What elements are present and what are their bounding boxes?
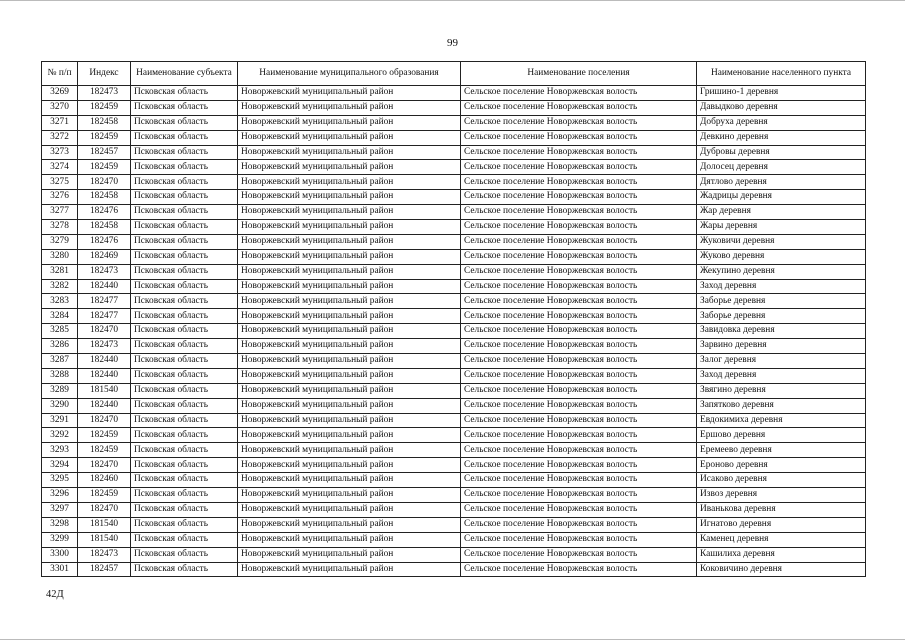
table-row bbox=[42, 428, 866, 443]
municipality-cell: Новоржевский муниципальный район bbox=[238, 279, 461, 294]
subject-cell: Псковская область bbox=[131, 324, 238, 339]
index-cell: 182473 bbox=[78, 264, 131, 279]
locality-cell: Коковичино деревня bbox=[697, 562, 866, 577]
index-cell: 181540 bbox=[78, 383, 131, 398]
index-cell: 182440 bbox=[78, 354, 131, 369]
subject-cell: Псковская область bbox=[131, 413, 238, 428]
subject-cell: Псковская область bbox=[131, 562, 238, 577]
index-cell: 182458 bbox=[78, 220, 131, 235]
index-cell: 182470 bbox=[78, 458, 131, 473]
settlement-cell: Сельское поселение Новоржевская волость bbox=[461, 130, 697, 145]
municipality-cell: Новоржевский муниципальный район bbox=[238, 532, 461, 547]
table-row bbox=[42, 339, 866, 354]
locality-cell: Долосец деревня bbox=[697, 160, 866, 175]
settlement-cell: Сельское поселение Новоржевская волость bbox=[461, 100, 697, 115]
table-row bbox=[42, 279, 866, 294]
header-row-number: № п/п bbox=[42, 62, 78, 86]
locality-cell: Жуковичи деревня bbox=[697, 234, 866, 249]
subject-cell: Псковская область bbox=[131, 517, 238, 532]
municipality-cell: Новоржевский муниципальный район bbox=[238, 160, 461, 175]
locality-cell: Добруха деревня bbox=[697, 115, 866, 130]
row-number-cell: 3281 bbox=[42, 264, 78, 279]
subject-cell: Псковская область bbox=[131, 220, 238, 235]
subject-cell: Псковская область bbox=[131, 547, 238, 562]
locality-cell: Гришино-1 деревня bbox=[697, 86, 866, 101]
locality-cell: Кашилиха деревня bbox=[697, 547, 866, 562]
table-row bbox=[42, 175, 866, 190]
row-number-cell: 3285 bbox=[42, 324, 78, 339]
table-row bbox=[42, 562, 866, 577]
subject-cell: Псковская область bbox=[131, 100, 238, 115]
row-number-cell: 3274 bbox=[42, 160, 78, 175]
index-cell: 182459 bbox=[78, 443, 131, 458]
settlement-cell: Сельское поселение Новоржевская волость bbox=[461, 398, 697, 413]
row-number-cell: 3277 bbox=[42, 205, 78, 220]
index-cell: 182476 bbox=[78, 234, 131, 249]
settlement-cell: Сельское поселение Новоржевская волость bbox=[461, 354, 697, 369]
subject-cell: Псковская область bbox=[131, 443, 238, 458]
municipality-cell: Новоржевский муниципальный район bbox=[238, 398, 461, 413]
settlement-cell: Сельское поселение Новоржевская волость bbox=[461, 175, 697, 190]
municipality-cell: Новоржевский муниципальный район bbox=[238, 562, 461, 577]
subject-cell: Псковская область bbox=[131, 294, 238, 309]
locality-cell: Каменец деревня bbox=[697, 532, 866, 547]
index-cell: 182457 bbox=[78, 145, 131, 160]
locality-cell: Жадрицы деревня bbox=[697, 190, 866, 205]
municipality-cell: Новоржевский муниципальный район bbox=[238, 547, 461, 562]
row-number-cell: 3288 bbox=[42, 368, 78, 383]
row-number-cell: 3279 bbox=[42, 234, 78, 249]
row-number-cell: 3272 bbox=[42, 130, 78, 145]
locality-cell: Евдокимиха деревня bbox=[697, 413, 866, 428]
index-cell: 182460 bbox=[78, 473, 131, 488]
table-row bbox=[42, 324, 866, 339]
page-top-edge bbox=[0, 0, 905, 1]
table-row bbox=[42, 502, 866, 517]
header-locality: Наименование населенного пункта bbox=[697, 62, 866, 86]
subject-cell: Псковская область bbox=[131, 160, 238, 175]
municipality-cell: Новоржевский муниципальный район bbox=[238, 175, 461, 190]
header-settlement: Наименование поселения bbox=[461, 62, 697, 86]
table-header-row bbox=[42, 62, 866, 86]
locality-cell: Иванькова деревня bbox=[697, 502, 866, 517]
subject-cell: Псковская область bbox=[131, 428, 238, 443]
subject-cell: Псковская область bbox=[131, 264, 238, 279]
subject-cell: Псковская область bbox=[131, 190, 238, 205]
locality-cell: Заход деревня bbox=[697, 368, 866, 383]
settlements-table bbox=[41, 61, 866, 577]
table-row bbox=[42, 115, 866, 130]
index-cell: 182458 bbox=[78, 190, 131, 205]
index-cell: 182440 bbox=[78, 398, 131, 413]
subject-cell: Псковская область bbox=[131, 175, 238, 190]
subject-cell: Псковская область bbox=[131, 368, 238, 383]
row-number-cell: 3270 bbox=[42, 100, 78, 115]
locality-cell: Давыдково деревня bbox=[697, 100, 866, 115]
municipality-cell: Новоржевский муниципальный район bbox=[238, 488, 461, 503]
municipality-cell: Новоржевский муниципальный район bbox=[238, 205, 461, 220]
table-row bbox=[42, 145, 866, 160]
row-number-cell: 3295 bbox=[42, 473, 78, 488]
subject-cell: Псковская область bbox=[131, 458, 238, 473]
index-cell: 182469 bbox=[78, 249, 131, 264]
municipality-cell: Новоржевский муниципальный район bbox=[238, 309, 461, 324]
table-row bbox=[42, 249, 866, 264]
table-row bbox=[42, 532, 866, 547]
header-index: Индекс bbox=[78, 62, 131, 86]
settlement-cell: Сельское поселение Новоржевская волость bbox=[461, 413, 697, 428]
row-number-cell: 3286 bbox=[42, 339, 78, 354]
subject-cell: Псковская область bbox=[131, 488, 238, 503]
row-number-cell: 3299 bbox=[42, 532, 78, 547]
table-row bbox=[42, 130, 866, 145]
municipality-cell: Новоржевский муниципальный район bbox=[238, 100, 461, 115]
row-number-cell: 3289 bbox=[42, 383, 78, 398]
table-row bbox=[42, 488, 866, 503]
header-municipality: Наименование муниципального образования bbox=[238, 62, 461, 86]
index-cell: 182459 bbox=[78, 100, 131, 115]
municipality-cell: Новоржевский муниципальный район bbox=[238, 383, 461, 398]
settlement-cell: Сельское поселение Новоржевская волость bbox=[461, 502, 697, 517]
municipality-cell: Новоржевский муниципальный район bbox=[238, 339, 461, 354]
locality-cell: Жуково деревня bbox=[697, 249, 866, 264]
table-row bbox=[42, 458, 866, 473]
municipality-cell: Новоржевский муниципальный район bbox=[238, 473, 461, 488]
row-number-cell: 3278 bbox=[42, 220, 78, 235]
locality-cell: Дятлово деревня bbox=[697, 175, 866, 190]
row-number-cell: 3269 bbox=[42, 86, 78, 101]
table-row bbox=[42, 547, 866, 562]
municipality-cell: Новоржевский муниципальный район bbox=[238, 354, 461, 369]
subject-cell: Псковская область bbox=[131, 473, 238, 488]
municipality-cell: Новоржевский муниципальный район bbox=[238, 249, 461, 264]
locality-cell: Звягино деревня bbox=[697, 383, 866, 398]
table-row bbox=[42, 234, 866, 249]
index-cell: 182459 bbox=[78, 160, 131, 175]
settlement-cell: Сельское поселение Новоржевская волость bbox=[461, 145, 697, 160]
table-row bbox=[42, 86, 866, 101]
locality-cell: Исаково деревня bbox=[697, 473, 866, 488]
settlement-cell: Сельское поселение Новоржевская волость bbox=[461, 160, 697, 175]
locality-cell: Дубровы деревня bbox=[697, 145, 866, 160]
row-number-cell: 3301 bbox=[42, 562, 78, 577]
settlement-cell: Сельское поселение Новоржевская волость bbox=[461, 547, 697, 562]
row-number-cell: 3282 bbox=[42, 279, 78, 294]
row-number-cell: 3293 bbox=[42, 443, 78, 458]
settlement-cell: Сельское поселение Новоржевская волость bbox=[461, 428, 697, 443]
settlement-cell: Сельское поселение Новоржевская волость bbox=[461, 473, 697, 488]
municipality-cell: Новоржевский муниципальный район bbox=[238, 413, 461, 428]
table-row bbox=[42, 517, 866, 532]
subject-cell: Псковская область bbox=[131, 130, 238, 145]
table-row bbox=[42, 473, 866, 488]
settlement-cell: Сельское поселение Новоржевская волость bbox=[461, 205, 697, 220]
index-cell: 182473 bbox=[78, 86, 131, 101]
table-row bbox=[42, 264, 866, 279]
locality-cell: Зарвино деревня bbox=[697, 339, 866, 354]
municipality-cell: Новоржевский муниципальный район bbox=[238, 145, 461, 160]
subject-cell: Псковская область bbox=[131, 86, 238, 101]
locality-cell: Жары деревня bbox=[697, 220, 866, 235]
index-cell: 181540 bbox=[78, 532, 131, 547]
index-cell: 182459 bbox=[78, 130, 131, 145]
page-number: 99 bbox=[447, 37, 458, 49]
settlement-cell: Сельское поселение Новоржевская волость bbox=[461, 488, 697, 503]
subject-cell: Псковская область bbox=[131, 502, 238, 517]
settlement-cell: Сельское поселение Новоржевская волость bbox=[461, 309, 697, 324]
subject-cell: Псковская область bbox=[131, 115, 238, 130]
municipality-cell: Новоржевский муниципальный район bbox=[238, 220, 461, 235]
locality-cell: Жар деревня bbox=[697, 205, 866, 220]
settlement-cell: Сельское поселение Новоржевская волость bbox=[461, 234, 697, 249]
row-number-cell: 3273 bbox=[42, 145, 78, 160]
municipality-cell: Новоржевский муниципальный район bbox=[238, 443, 461, 458]
settlement-cell: Сельское поселение Новоржевская волость bbox=[461, 264, 697, 279]
subject-cell: Псковская область bbox=[131, 279, 238, 294]
municipality-cell: Новоржевский муниципальный район bbox=[238, 86, 461, 101]
settlement-cell: Сельское поселение Новоржевская волость bbox=[461, 279, 697, 294]
header-subject: Наименование субъекта bbox=[131, 62, 238, 86]
settlement-cell: Сельское поселение Новоржевская волость bbox=[461, 562, 697, 577]
municipality-cell: Новоржевский муниципальный район bbox=[238, 115, 461, 130]
table-header bbox=[42, 62, 866, 86]
municipality-cell: Новоржевский муниципальный район bbox=[238, 428, 461, 443]
settlement-cell: Сельское поселение Новоржевская волость bbox=[461, 339, 697, 354]
index-cell: 182470 bbox=[78, 324, 131, 339]
row-number-cell: 3298 bbox=[42, 517, 78, 532]
row-number-cell: 3300 bbox=[42, 547, 78, 562]
settlement-cell: Сельское поселение Новоржевская волость bbox=[461, 532, 697, 547]
subject-cell: Псковская область bbox=[131, 249, 238, 264]
locality-cell: Извоз деревня bbox=[697, 488, 866, 503]
municipality-cell: Новоржевский муниципальный район bbox=[238, 458, 461, 473]
table-row bbox=[42, 354, 866, 369]
subject-cell: Псковская область bbox=[131, 383, 238, 398]
settlement-cell: Сельское поселение Новоржевская волость bbox=[461, 220, 697, 235]
subject-cell: Псковская область bbox=[131, 309, 238, 324]
municipality-cell: Новоржевский муниципальный район bbox=[238, 368, 461, 383]
settlement-cell: Сельское поселение Новоржевская волость bbox=[461, 294, 697, 309]
locality-cell: Ероново деревня bbox=[697, 458, 866, 473]
municipality-cell: Новоржевский муниципальный район bbox=[238, 517, 461, 532]
settlement-cell: Сельское поселение Новоржевская волость bbox=[461, 368, 697, 383]
index-cell: 182470 bbox=[78, 175, 131, 190]
subject-cell: Псковская область bbox=[131, 339, 238, 354]
index-cell: 182457 bbox=[78, 562, 131, 577]
subject-cell: Псковская область bbox=[131, 145, 238, 160]
row-number-cell: 3296 bbox=[42, 488, 78, 503]
municipality-cell: Новоржевский муниципальный район bbox=[238, 264, 461, 279]
table-row bbox=[42, 190, 866, 205]
row-number-cell: 3290 bbox=[42, 398, 78, 413]
table-row bbox=[42, 160, 866, 175]
index-cell: 182477 bbox=[78, 294, 131, 309]
locality-cell: Жекупино деревня bbox=[697, 264, 866, 279]
locality-cell: Заборье деревня bbox=[697, 294, 866, 309]
index-cell: 181540 bbox=[78, 517, 131, 532]
index-cell: 182458 bbox=[78, 115, 131, 130]
settlement-cell: Сельское поселение Новоржевская волость bbox=[461, 443, 697, 458]
table-body bbox=[42, 86, 866, 577]
table-row bbox=[42, 443, 866, 458]
municipality-cell: Новоржевский муниципальный район bbox=[238, 324, 461, 339]
index-cell: 182476 bbox=[78, 205, 131, 220]
row-number-cell: 3297 bbox=[42, 502, 78, 517]
locality-cell: Завидовка деревня bbox=[697, 324, 866, 339]
municipality-cell: Новоржевский муниципальный район bbox=[238, 294, 461, 309]
subject-cell: Псковская область bbox=[131, 234, 238, 249]
settlement-cell: Сельское поселение Новоржевская волость bbox=[461, 86, 697, 101]
row-number-cell: 3291 bbox=[42, 413, 78, 428]
row-number-cell: 3287 bbox=[42, 354, 78, 369]
table-row bbox=[42, 398, 866, 413]
settlement-cell: Сельское поселение Новоржевская волость bbox=[461, 458, 697, 473]
table-row bbox=[42, 413, 866, 428]
index-cell: 182477 bbox=[78, 309, 131, 324]
locality-cell: Девкино деревня bbox=[697, 130, 866, 145]
settlement-cell: Сельское поселение Новоржевская волость bbox=[461, 249, 697, 264]
row-number-cell: 3275 bbox=[42, 175, 78, 190]
row-number-cell: 3276 bbox=[42, 190, 78, 205]
table-row bbox=[42, 294, 866, 309]
locality-cell: Игнатово деревня bbox=[697, 517, 866, 532]
subject-cell: Псковская область bbox=[131, 205, 238, 220]
table-row bbox=[42, 220, 866, 235]
locality-cell: Залог деревня bbox=[697, 354, 866, 369]
index-cell: 182470 bbox=[78, 502, 131, 517]
settlement-cell: Сельское поселение Новоржевская волость bbox=[461, 115, 697, 130]
settlement-cell: Сельское поселение Новоржевская волость bbox=[461, 383, 697, 398]
footer-mark: 42Д bbox=[46, 589, 64, 600]
municipality-cell: Новоржевский муниципальный район bbox=[238, 190, 461, 205]
row-number-cell: 3283 bbox=[42, 294, 78, 309]
table-row bbox=[42, 309, 866, 324]
table-row bbox=[42, 368, 866, 383]
settlement-cell: Сельское поселение Новоржевская волость bbox=[461, 517, 697, 532]
table-row bbox=[42, 205, 866, 220]
row-number-cell: 3284 bbox=[42, 309, 78, 324]
municipality-cell: Новоржевский муниципальный район bbox=[238, 502, 461, 517]
locality-cell: Ершово деревня bbox=[697, 428, 866, 443]
locality-cell: Заборье деревня bbox=[697, 309, 866, 324]
index-cell: 182470 bbox=[78, 413, 131, 428]
table-row bbox=[42, 100, 866, 115]
municipality-cell: Новоржевский муниципальный район bbox=[238, 234, 461, 249]
index-cell: 182473 bbox=[78, 547, 131, 562]
municipality-cell: Новоржевский муниципальный район bbox=[238, 130, 461, 145]
settlement-cell: Сельское поселение Новоржевская волость bbox=[461, 324, 697, 339]
row-number-cell: 3271 bbox=[42, 115, 78, 130]
index-cell: 182440 bbox=[78, 279, 131, 294]
subject-cell: Псковская область bbox=[131, 398, 238, 413]
locality-cell: Запятково деревня bbox=[697, 398, 866, 413]
table-row bbox=[42, 383, 866, 398]
row-number-cell: 3280 bbox=[42, 249, 78, 264]
subject-cell: Псковская область bbox=[131, 532, 238, 547]
index-cell: 182440 bbox=[78, 368, 131, 383]
index-cell: 182473 bbox=[78, 339, 131, 354]
locality-cell: Заход деревня bbox=[697, 279, 866, 294]
locality-cell: Еремеево деревня bbox=[697, 443, 866, 458]
row-number-cell: 3292 bbox=[42, 428, 78, 443]
index-cell: 182459 bbox=[78, 488, 131, 503]
settlement-cell: Сельское поселение Новоржевская волость bbox=[461, 190, 697, 205]
index-cell: 182459 bbox=[78, 428, 131, 443]
row-number-cell: 3294 bbox=[42, 458, 78, 473]
subject-cell: Псковская область bbox=[131, 354, 238, 369]
